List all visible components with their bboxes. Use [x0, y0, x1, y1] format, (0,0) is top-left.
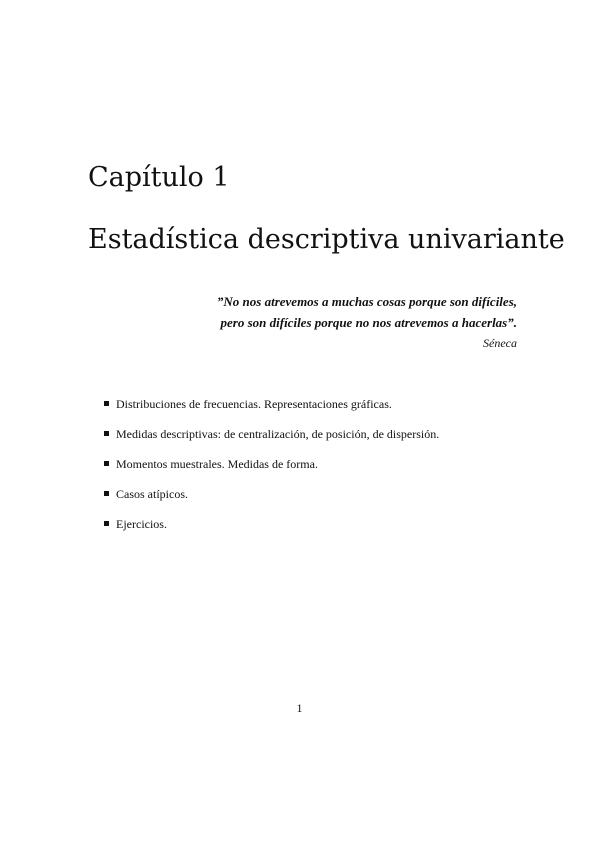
square-bullet-icon [104, 491, 109, 496]
list-item [104, 455, 439, 473]
page-number: 1 [296, 701, 303, 715]
chapter-label: Capítulo 1 [88, 162, 230, 193]
list-item [104, 515, 439, 533]
epigraph [217, 291, 517, 353]
epigraph-line: pero son difíciles porque no nos atrevemos a hacerlas”. [220, 315, 517, 330]
square-bullet-icon [104, 431, 109, 436]
square-bullet-icon [104, 521, 109, 526]
list-item [104, 395, 439, 413]
topic-text: Medidas descriptivas: de centralización, de posición, de dispersión. [116, 427, 440, 441]
topic-text: Ejercicios. [116, 517, 167, 531]
topic-text: Casos atípicos. [116, 487, 188, 501]
list-item [104, 425, 439, 443]
topic-text: Distribuciones de frecuencias. Representaciones gráficas. [116, 397, 392, 411]
topic-text: Momentos muestrales. Medidas de forma. [116, 457, 318, 471]
list-item [104, 485, 439, 503]
square-bullet-icon [104, 461, 109, 466]
topic-list [104, 395, 439, 545]
square-bullet-icon [104, 401, 109, 406]
epigraph-line: ”No nos atrevemos a muchas cosas porque son difíciles, [216, 294, 517, 309]
chapter-title: Estadística descriptiva univariante [88, 224, 565, 255]
epigraph-author: Séneca [483, 336, 517, 350]
